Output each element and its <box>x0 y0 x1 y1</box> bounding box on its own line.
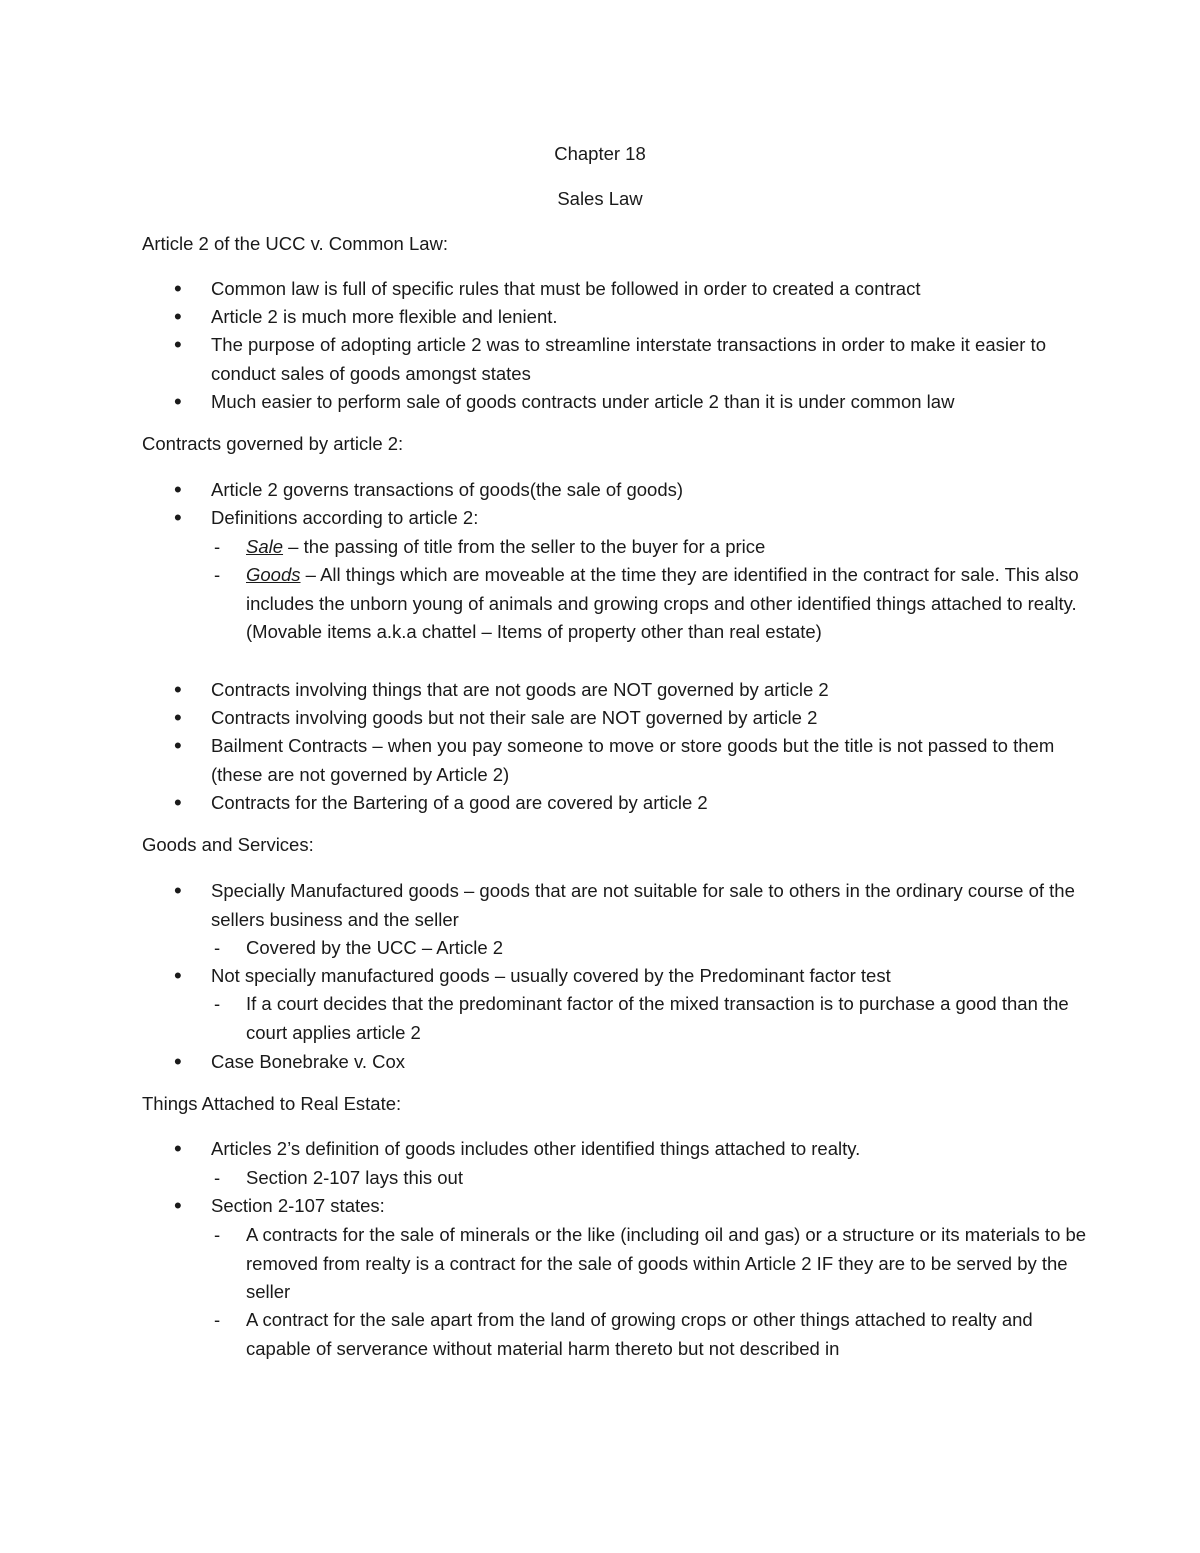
list-item: • Bailment Contracts – when you pay someone to move or store goods but the title is not passed to them (these are not governed by Article 2) <box>211 732 1091 789</box>
list-item: • Section 2-107 states: <box>211 1192 1091 1221</box>
section-heading: Things Attached to Real Estate: <box>142 1093 402 1114</box>
list-item: • Contracts involving things that are not goods are NOT governed by article 2 <box>211 676 1091 705</box>
list-item: • Specially Manufactured goods – goods that are not suitable for sale to others in the ordinary course of the sellers business and the seller <box>211 877 1091 934</box>
section-heading: Contracts governed by article 2: <box>142 433 404 454</box>
list-item: • Article 2 governs transactions of goods(the sale of goods) <box>211 476 1091 505</box>
sub-item: - Section 2-107 lays this out <box>246 1164 1091 1193</box>
list-item: • Contracts for the Bartering of a good are covered by article 2 <box>211 789 1091 818</box>
list-item: • Not specially manufactured goods – usually covered by the Predominant factor test <box>211 962 1091 991</box>
list-item: • Article 2 is much more flexible and lenient. <box>211 303 1091 332</box>
definition-item <box>246 561 1091 647</box>
chapter-title: Chapter 18 <box>554 143 646 164</box>
definition-term: Sale <box>246 536 284 557</box>
list-item: • Much easier to perform sale of goods contracts under article 2 than it is under common law <box>211 388 1091 417</box>
definition-text: – All things which are moveable at the time they are identified in the contract for sale. This also includes the unborn young of animals and growing crops and other identified things attached to realty. (Movable items a.k.a chattel – Items of property other than real estate) <box>246 564 1079 642</box>
list-item: • The purpose of adopting article 2 was to streamline interstate transactions in order to make it easier to conduct sales of goods amongst states <box>211 331 1091 388</box>
list-item: • Contracts involving goods but not their sale are NOT governed by article 2 <box>211 704 1091 733</box>
sub-item: - If a court decides that the predominant factor of the mixed transaction is to purchase a good than the court applies article 2 <box>246 990 1091 1047</box>
section-heading: Article 2 of the UCC v. Common Law: <box>142 233 449 254</box>
sub-item: - A contract for the sale apart from the land of growing crops or other things attached to realty and capable of serverance without material harm thereto but not described in <box>246 1306 1091 1363</box>
list-item: • Definitions according to article 2: <box>211 504 1091 533</box>
definition-term: Goods <box>246 564 301 585</box>
definition-text: – the passing of title from the seller to the buyer for a price <box>283 536 766 557</box>
list-item: • Case Bonebrake v. Cox <box>211 1048 1091 1077</box>
section-heading: Goods and Services: <box>142 834 314 855</box>
list-item: • Common law is full of specific rules that must be followed in order to created a contract <box>211 275 1091 304</box>
definition-item <box>246 533 1091 562</box>
list-item: • Articles 2’s definition of goods includes other identified things attached to realty. <box>211 1135 1091 1164</box>
chapter-subtitle: Sales Law <box>557 188 643 209</box>
sub-item: - A contracts for the sale of minerals or the like (including oil and gas) or a structure or its materials to be removed from realty is a contract for the sale of goods within Article 2 IF they are to be served by the seller <box>246 1221 1091 1307</box>
sub-item: - Covered by the UCC – Article 2 <box>246 934 1091 963</box>
